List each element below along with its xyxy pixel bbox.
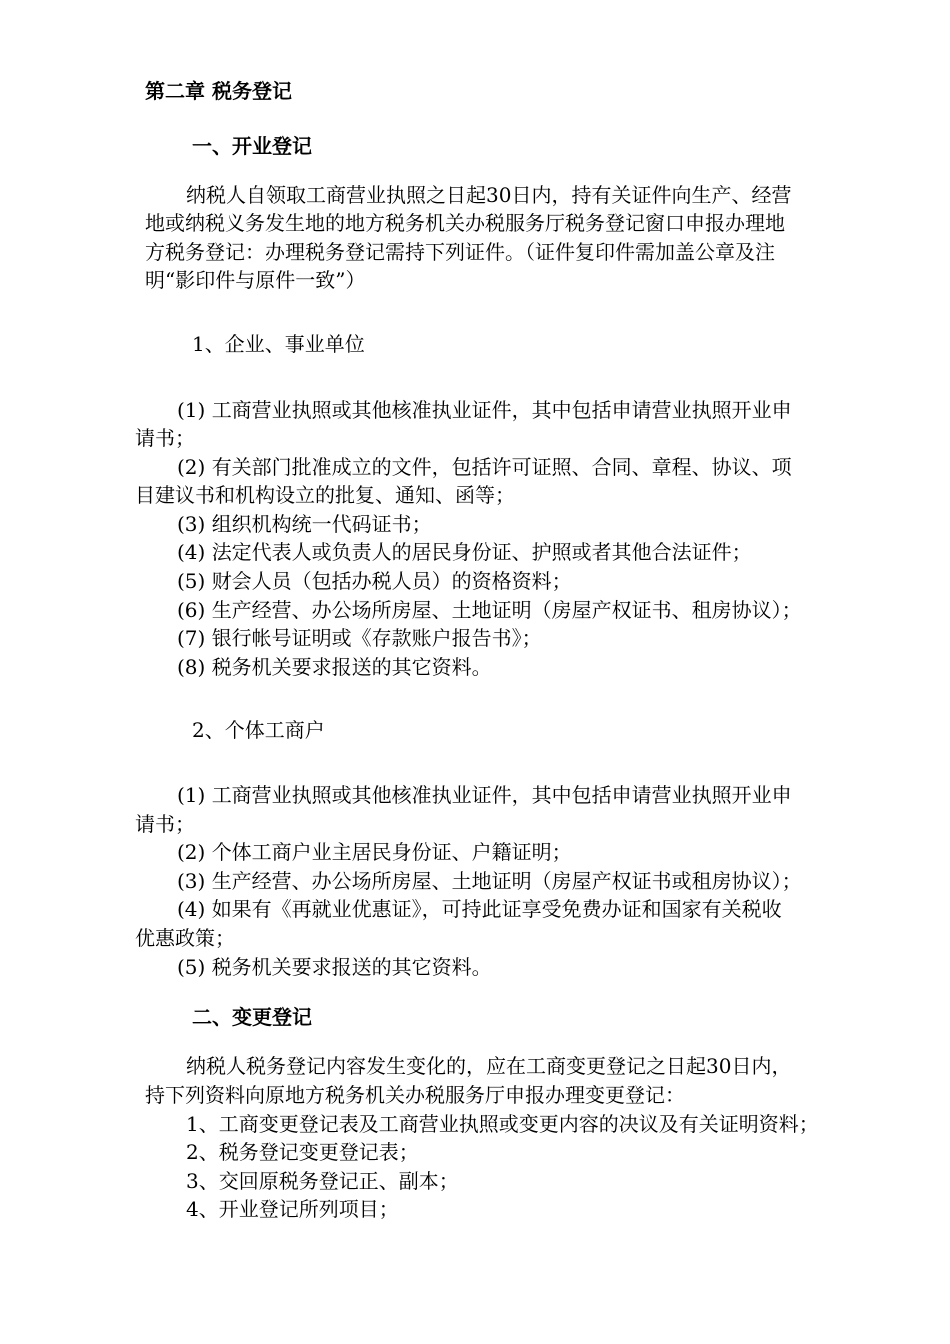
- list-item: (7) 银行帐号证明或《存款账户报告书》；: [177, 626, 542, 650]
- paragraph-line: 明“影印件与原件一致”）: [145, 268, 366, 292]
- subheading-enterprise: 1、企业、事业单位: [192, 332, 365, 356]
- list-item: (3) 生产经营、办公场所房屋、土地证明（房屋产权证书或租房协议）；: [177, 869, 802, 893]
- list-item: 3、交回原税务登记正、副本；: [186, 1169, 459, 1193]
- list-item: 请书；: [135, 426, 195, 450]
- chapter-title: 第二章 税务登记: [145, 79, 292, 103]
- paragraph-line: 地或纳税义务发生地的地方税务机关办税服务厅税务登记窗口申报办理地: [145, 211, 785, 235]
- list-item: (3) 组织机构统一代码证书；: [177, 512, 432, 536]
- list-item: (5) 税务机关要求报送的其它资料。: [177, 955, 492, 979]
- list-item: (1) 工商营业执照或其他核准执业证件，其中包括申请营业执照开业申: [177, 783, 792, 807]
- list-item: (4) 如果有《再就业优惠证》，可持此证享受免费办证和国家有关税收: [177, 897, 782, 921]
- paragraph-line: 方税务登记：办理税务登记需持下列证件。（证件复印件需加盖公章及注: [145, 240, 775, 264]
- list-item: (4) 法定代表人或负责人的居民身份证、护照或者其他合法证件；: [177, 540, 752, 564]
- paragraph-line: 纳税人自领取工商营业执照之日起30日内，持有关证件向生产、经营: [186, 183, 792, 207]
- list-item: 2、税务登记变更登记表；: [186, 1140, 419, 1164]
- section-heading-change-registration: 二、变更登记: [192, 1005, 312, 1029]
- list-item: (2) 有关部门批准成立的文件，包括许可证照、合同、章程、协议、项: [177, 455, 792, 479]
- list-item: (8) 税务机关要求报送的其它资料。: [177, 655, 492, 679]
- list-item: 优惠政策；: [135, 926, 235, 950]
- section-heading-opening-registration: 一、开业登记: [192, 134, 312, 158]
- list-item: 1、工商变更登记表及工商营业执照或变更内容的决议及有关证明资料；: [186, 1112, 819, 1136]
- paragraph-line: 持下列资料向原地方税务机关办税服务厅申报办理变更登记：: [145, 1083, 685, 1107]
- list-item: (5) 财会人员（包括办税人员）的资格资料；: [177, 569, 572, 593]
- list-item: 4、开业登记所列项目；: [186, 1197, 399, 1221]
- list-item: (1) 工商营业执照或其他核准执业证件，其中包括申请营业执照开业申: [177, 398, 792, 422]
- list-item: 请书；: [135, 812, 195, 836]
- paragraph-line: 纳税人税务登记内容发生变化的，应在工商变更登记之日起30日内，: [186, 1054, 792, 1078]
- subheading-individual: 2、个体工商户: [192, 718, 325, 742]
- list-item: 目建议书和机构设立的批复、通知、函等；: [135, 483, 515, 507]
- list-item: (6) 生产经营、办公场所房屋、土地证明（房屋产权证书、租房协议）；: [177, 598, 802, 622]
- list-item: (2) 个体工商户业主居民身份证、户籍证明；: [177, 840, 572, 864]
